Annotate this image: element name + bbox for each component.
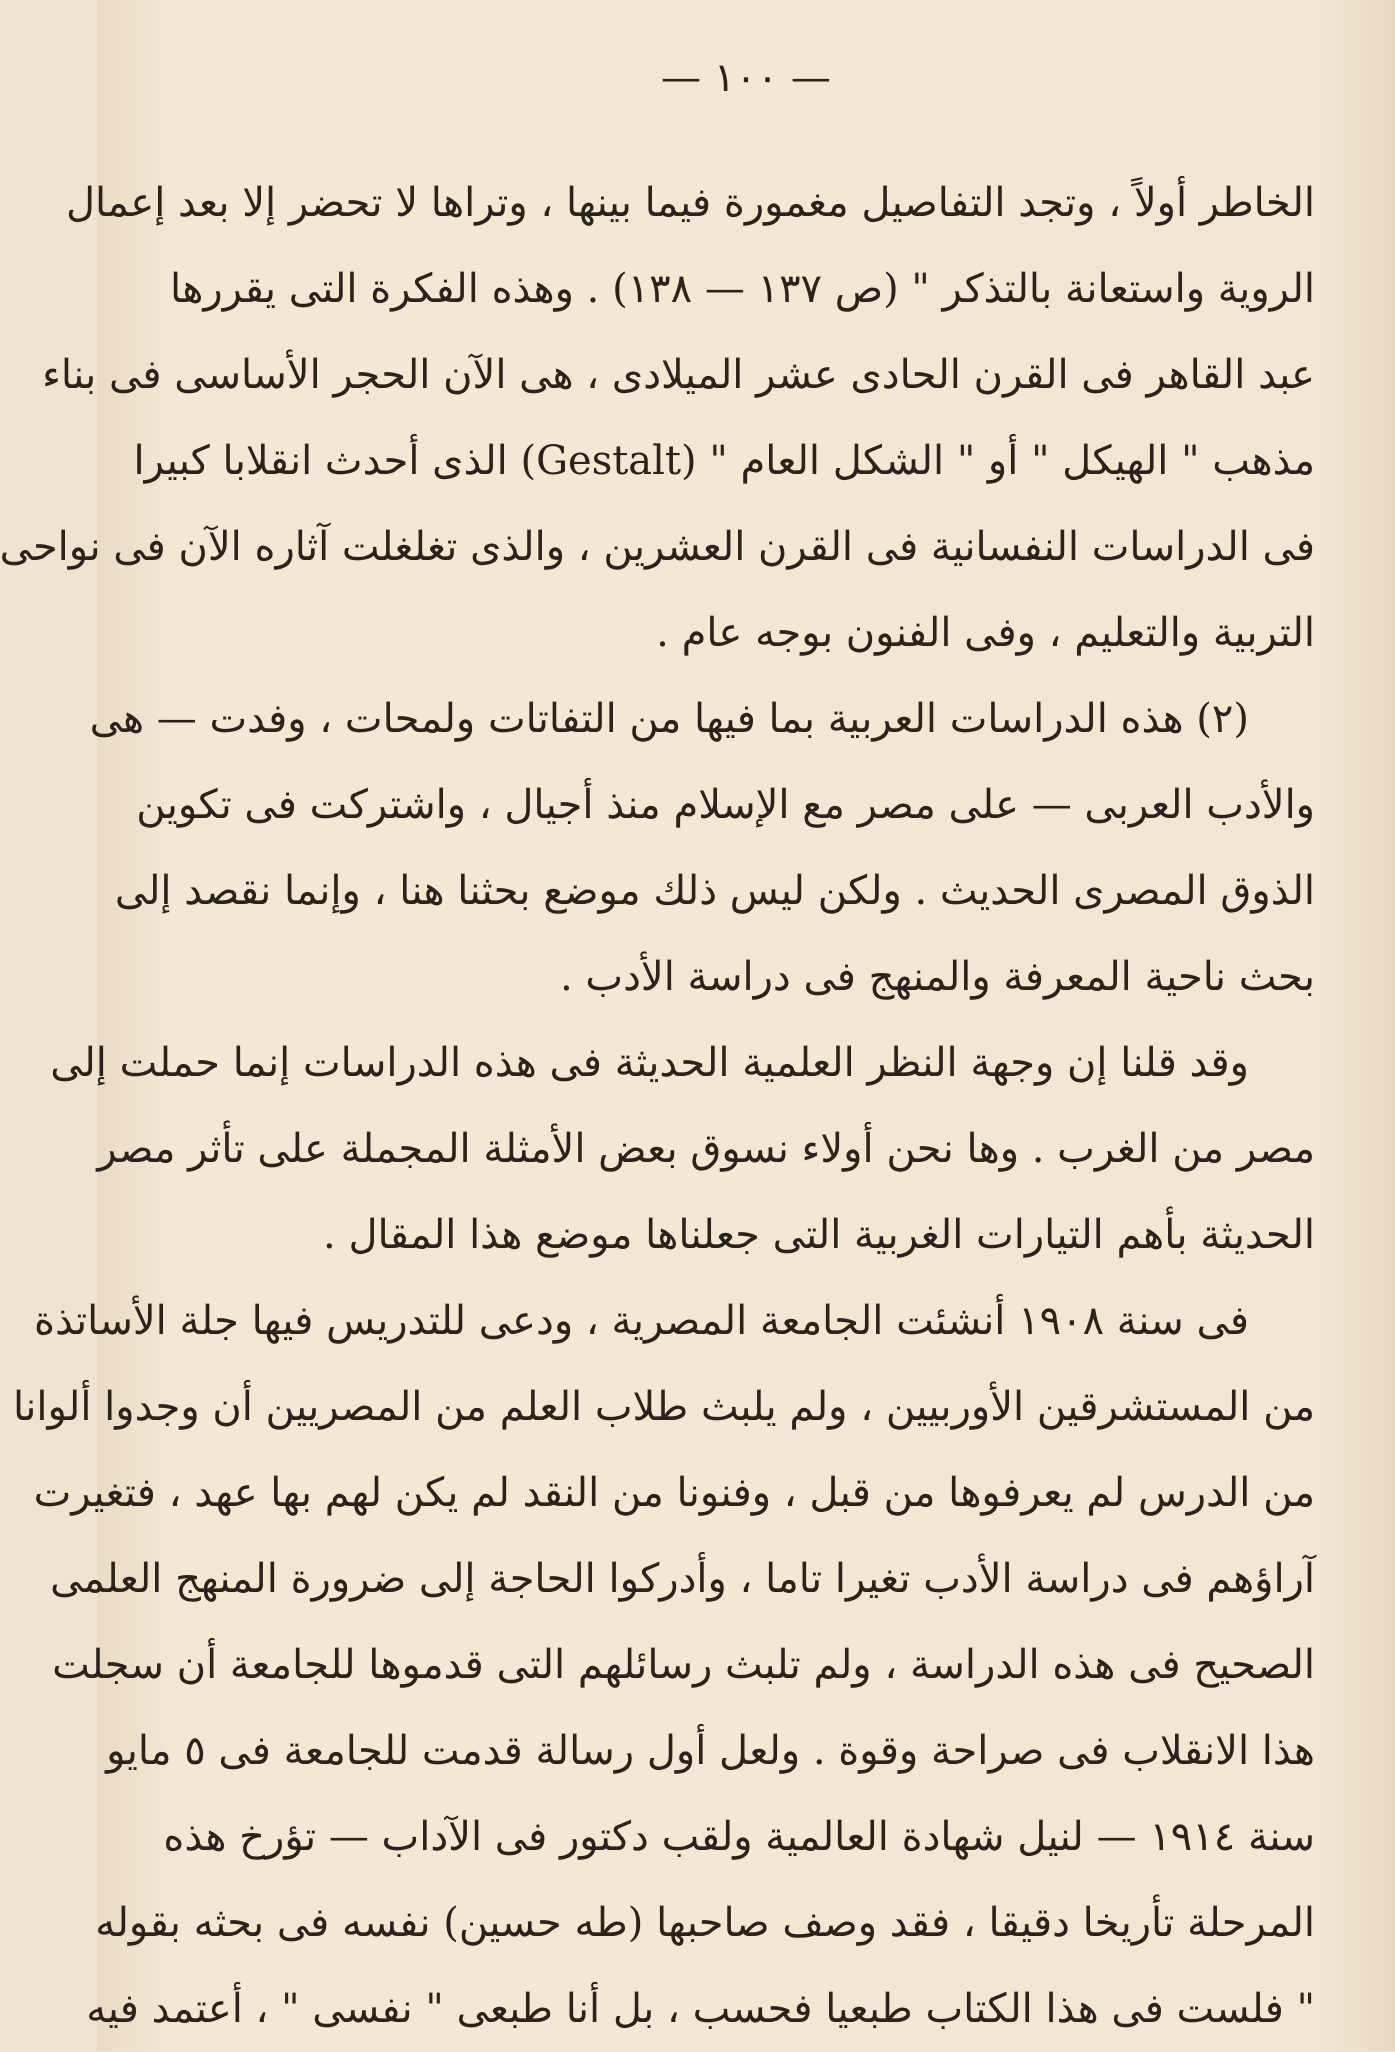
text-line: وقد قلنا إن وجهة النظر العلمية الحديثة فى هذه الدراسات إنما حملت إلى [50, 1040, 1249, 1086]
text-line: سنة ١٩١٤ — لنيل شهادة العالمية ولقب دكتور فى الآداب — تؤرخ هذه [163, 1814, 1315, 1860]
text-line: الحديثة بأهم التيارات الغربية التى جعلناها موضع هذا المقال . [323, 1212, 1315, 1258]
text-line: والأدب العربى — على مصر مع الإسلام منذ أجيال ، واشتركت فى تكوين [136, 782, 1315, 828]
text-line: المرحلة تأريخا دقيقا ، فقد وصف صاحبها (طه حسين) نفسه فى بحثه بقوله [95, 1900, 1315, 1946]
text-line: التربية والتعليم ، وفى الفنون بوجه عام . [656, 610, 1315, 656]
text-line: عبد القاهر فى القرن الحادى عشر الميلادى ، هى الآن الحجر الأساسى فى بناء [42, 352, 1315, 398]
text-line: من الدرس لم يعرفوها من قبل ، وفنونا من النقد لم يكن لهم بها عهد ، فتغيرت [33, 1470, 1315, 1516]
paragraph [50, 1020, 1315, 1278]
text-line: آراؤهم فى دراسة الأدب تغيرا تاما ، وأدركوا الحاجة إلى ضرورة المنهج العلمى [50, 1556, 1315, 1602]
text-line: الروية واستعانة بالتذكر " (ص ١٣٧ — ١٣٨) . وهذه الفكرة التى يقررها [170, 266, 1315, 312]
paragraph [89, 676, 1315, 1020]
text-line: مذهب " الهيكل " أو " الشكل العام " (Gestalt) الذى أحدث انقلابا كبيرا [133, 438, 1315, 484]
text-line: الذوق المصرى الحديث . ولكن ليس ذلك موضع بحثنا هنا ، وإنما نقصد إلى [114, 868, 1315, 914]
paragraph [0, 160, 1315, 676]
text-line: من المستشرقين الأوربيين ، ولم يلبث طلاب العلم من المصريين أن وجدوا ألوانا [13, 1384, 1315, 1430]
text-line: مصر من الغرب . وها نحن أولاء نسوق بعض الأمثلة المجملة على تأثر مصر [97, 1126, 1315, 1172]
paragraph [13, 1278, 1315, 2052]
text-line: (٢) هذه الدراسات العربية بما فيها من التفاتات ولمحات ، وفدت — هى [89, 696, 1249, 742]
text-line: فى سنة ١٩٠٨ أنشئت الجامعة المصرية ، ودعى للتدريس فيها جلة الأساتذة [34, 1298, 1249, 1344]
body-text [0, 160, 1315, 2052]
text-line: الصحيح فى هذه الدراسة ، ولم تلبث رسائلهم التى قدموها للجامعة أن سجلت [52, 1642, 1315, 1688]
text-line: الخاطر أولاً ، وتجد التفاصيل مغمورة فيما بينها ، وتراها لا تحضر إلا بعد إعمال [65, 180, 1315, 226]
page-number: — ١٠٠ — [661, 55, 831, 101]
text-line: بحث ناحية المعرفة والمنهج فى دراسة الأدب . [560, 954, 1315, 1000]
text-line: فى الدراسات النفسانية فى القرن العشرين ، والذى تغلغلت آثاره الآن فى نواحى [0, 524, 1315, 570]
text-line: هذا الانقلاب فى صراحة وقوة . ولعل أول رسالة قدمت للجامعة فى ٥ مايو [106, 1728, 1315, 1774]
text-line: " فلست فى هذا الكتاب طبعيا فحسب ، بل أنا طبعى " نفسى " ، أعتمد فيه [86, 1986, 1315, 2032]
